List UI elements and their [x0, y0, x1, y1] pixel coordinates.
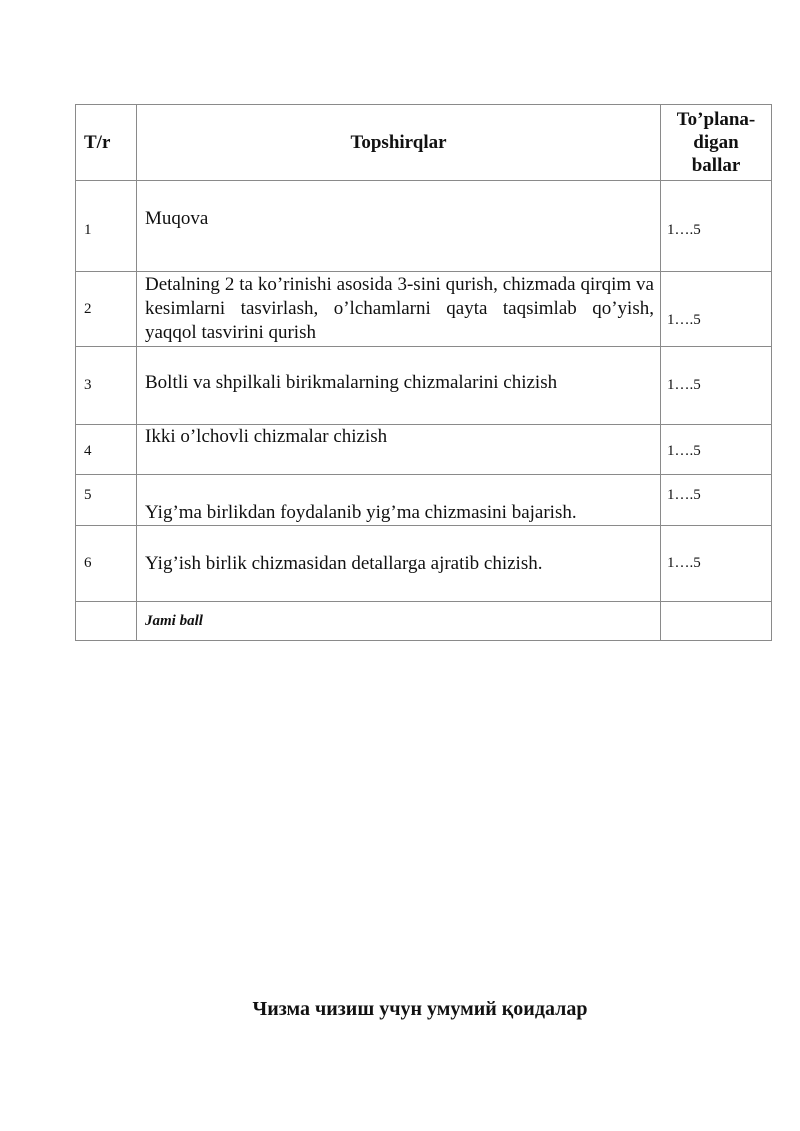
row-task: Muqova — [137, 181, 661, 272]
row-number: 1 — [76, 181, 137, 272]
table-row — [76, 425, 772, 475]
row-task: Ikki o’lchovli chizmalar chizish — [137, 425, 661, 475]
header-score-line3: ballar — [691, 155, 741, 176]
row-score: 1….5 — [661, 425, 772, 475]
score-table — [75, 104, 772, 641]
table-row — [76, 181, 772, 272]
header-score-line2: digan — [693, 132, 739, 153]
row-task: Yig’ish birlik chizmasidan detallarga ajratib chizish. — [137, 526, 661, 602]
row-score: 1….5 — [661, 181, 772, 272]
header-number: T/r — [76, 105, 137, 181]
table-row — [76, 475, 772, 526]
row-score: 1….5 — [661, 272, 772, 347]
row-number: 4 — [76, 425, 137, 475]
row-number: 6 — [76, 526, 137, 602]
table-header-row — [76, 105, 772, 181]
row-number: 2 — [76, 272, 137, 347]
total-row — [76, 602, 772, 641]
row-number: 5 — [76, 475, 137, 526]
row-task: Boltli va shpilkali birikmalarning chizmalarini chizish — [137, 347, 661, 425]
header-score — [661, 105, 772, 181]
row-number: 3 — [76, 347, 137, 425]
total-label: Jami ball — [137, 602, 661, 641]
table-row — [76, 526, 772, 602]
section-heading: Чизма чизиш учун умумий қоидалар — [252, 998, 588, 1020]
header-score-line1: To’plana- — [676, 109, 756, 130]
total-empty-cell — [76, 602, 137, 641]
row-task: Detalning 2 ta ko’rinishi asosida 3-sini qurish, chizmada qirqim va kesimlarni tasvirlash, o’lchamlarni qayta taqsimlab qo’yish, yaqqol tasvirini qurish — [137, 272, 661, 347]
row-task: Yig’ma birlikdan foydalanib yig’ma chizmasini bajarish. — [137, 475, 661, 526]
table-row — [76, 272, 772, 347]
row-score: 1….5 — [661, 347, 772, 425]
header-task: Topshirqlar — [137, 105, 661, 181]
row-score: 1….5 — [661, 475, 772, 526]
total-score-cell — [661, 602, 772, 641]
row-score: 1….5 — [661, 526, 772, 602]
table-row — [76, 347, 772, 425]
